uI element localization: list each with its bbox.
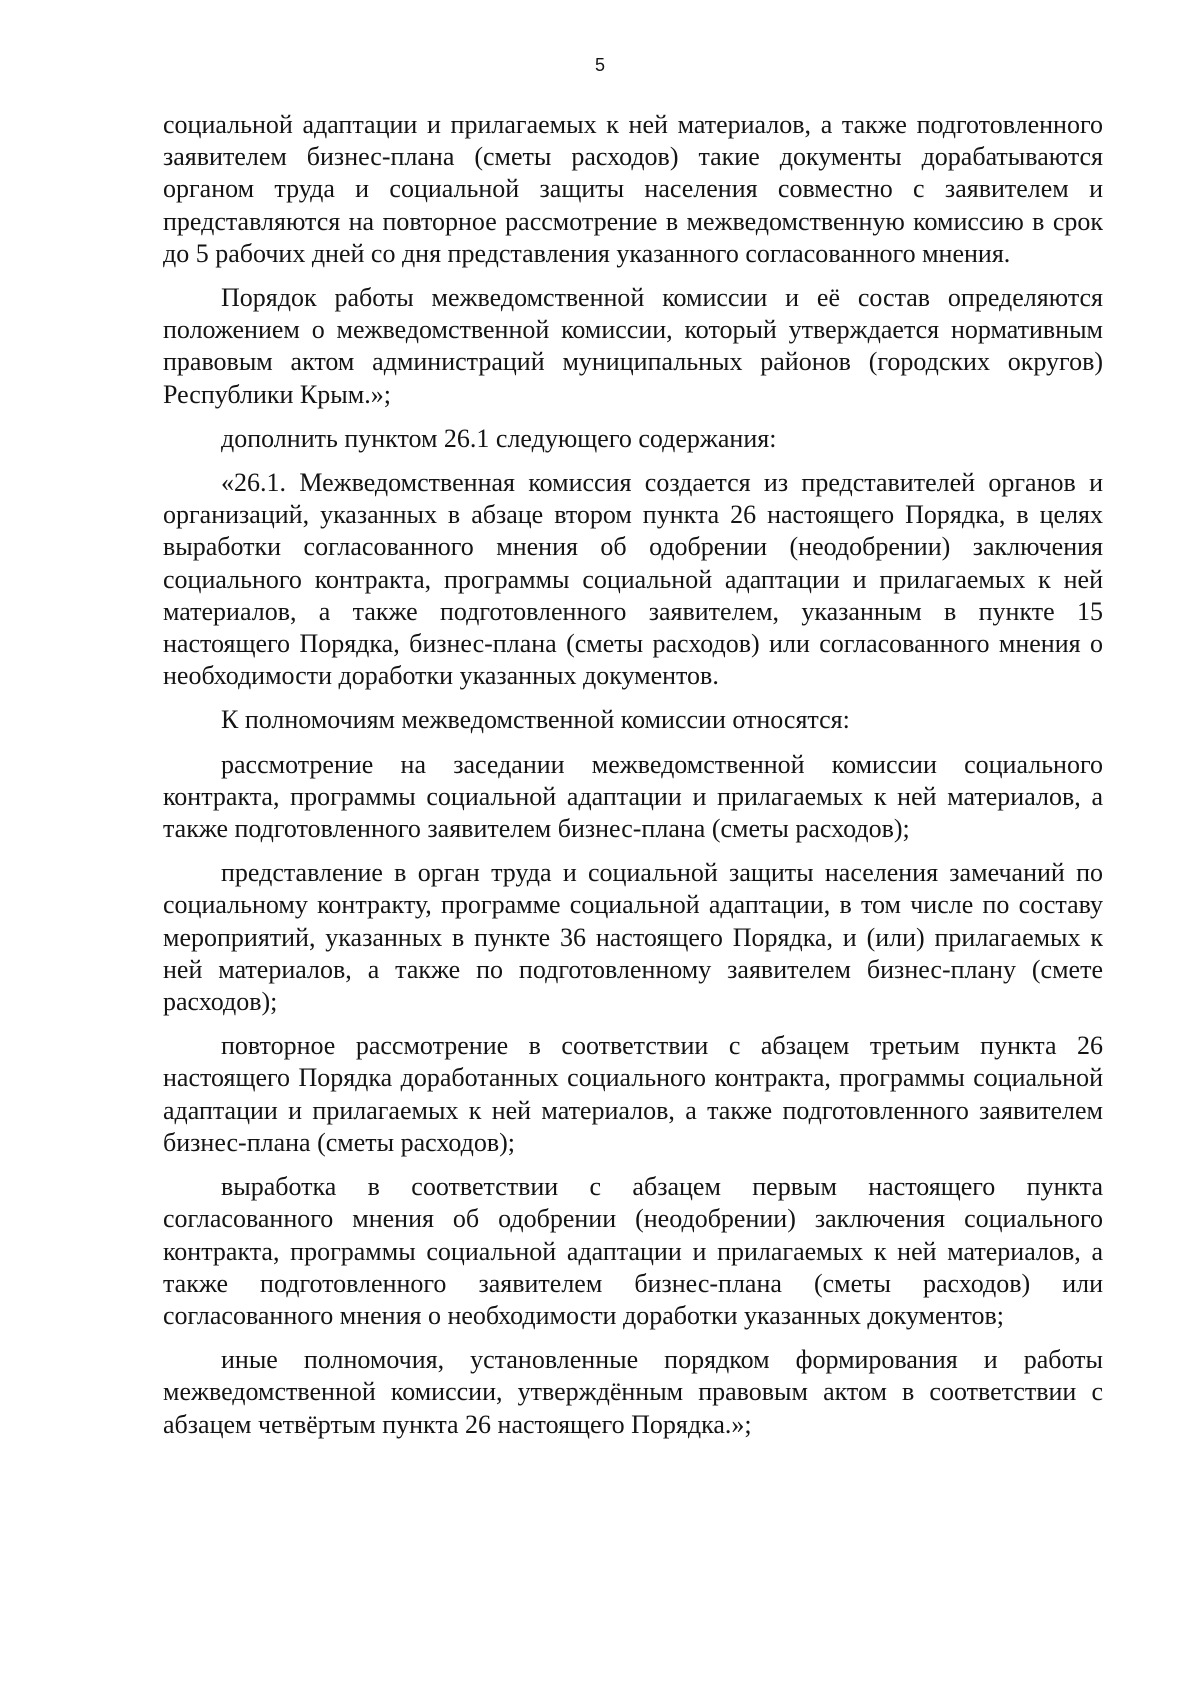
paragraph-amendment-intro: дополнить пунктом 26.1 следующего содержания:: [221, 423, 777, 453]
paragraph-power-repeat-review: повторное рассмотрение в соответствии с абзацем третьим пункта 26 настоящего Порядка доработанных социального контракта, программы социальной адаптации и прилагаемых к ней материалов, а также подготовленного заявителем бизнес-плана (сметы расходов);: [163, 1031, 1103, 1157]
paragraph-continuation: социальной адаптации и прилагаемых к ней материалов, а также подготовленного заявителем бизнес-плана (сметы расходов) такие документы дорабатываются органом труда и социальной защиты населения совместно с заявителем и представляются на повторное рассмотрение в межведомственную комиссию в срок до 5 рабочих дней со дня представления указанного согласованного мнения.: [163, 110, 1103, 268]
paragraph-powers-intro: К полномочиям межведомственной комиссии относятся:: [221, 705, 850, 735]
paragraph-clause-26-1: «26.1. Межведомственная комиссия создается из представителей органов и организаций, указанных в абзаце втором пункта 26 настоящего Порядка, в целях выработки согласованного мнения об одобрении (неодобрении) заключения социального контракта, программы социальной адаптации и прилагаемых к ней материалов, а также подготовленного заявителем, указанным в пункте 15 настоящего Порядка, бизнес-плана (сметы расходов) или согласованного мнения о необходимости доработки указанных документов.: [163, 468, 1103, 691]
paragraph-power-opinion: выработка в соответствии с абзацем первым настоящего пункта согласованного мнения об одобрении (неодобрении) заключения социального контракта, программы социальной адаптации и прилагаемых к ней материалов, а также подготовленного заявителем бизнес-плана (сметы расходов) или согласованного мнения о необходимости доработки указанных документов;: [163, 1172, 1103, 1330]
paragraph-commission-procedure: Порядок работы межведомственной комиссии и её состав определяются положением о межведомственной комиссии, который утверждается нормативным правовым актом администраций муниципальных районов (городских округов) Республики Крым.»;: [163, 283, 1103, 409]
paragraph-power-remarks: представление в орган труда и социальной защиты населения замечаний по социальному контракту, программе социальной адаптации, в том числе по составу мероприятий, указанных в пункте 36 настоящего Порядка, и (или) прилагаемых к ней материалов, а также по подготовленному заявителем бизнес-плану (смете расходов);: [163, 858, 1103, 1017]
document-body: [163, 109, 1103, 1453]
paragraph-power-other: иные полномочия, установленные порядком формирования и работы межведомственной комиссии, утверждённым правовым актом в соответствии с абзацем четвёртым пункта 26 настоящего Порядка.»;: [163, 1345, 1103, 1439]
paragraph-power-review: рассмотрение на заседании межведомственной комиссии социального контракта, программы социальной адаптации и прилагаемых к ней материалов, а также подготовленного заявителем бизнес-плана (сметы расходов);: [163, 749, 1103, 844]
page-number: 5: [594, 55, 605, 75]
